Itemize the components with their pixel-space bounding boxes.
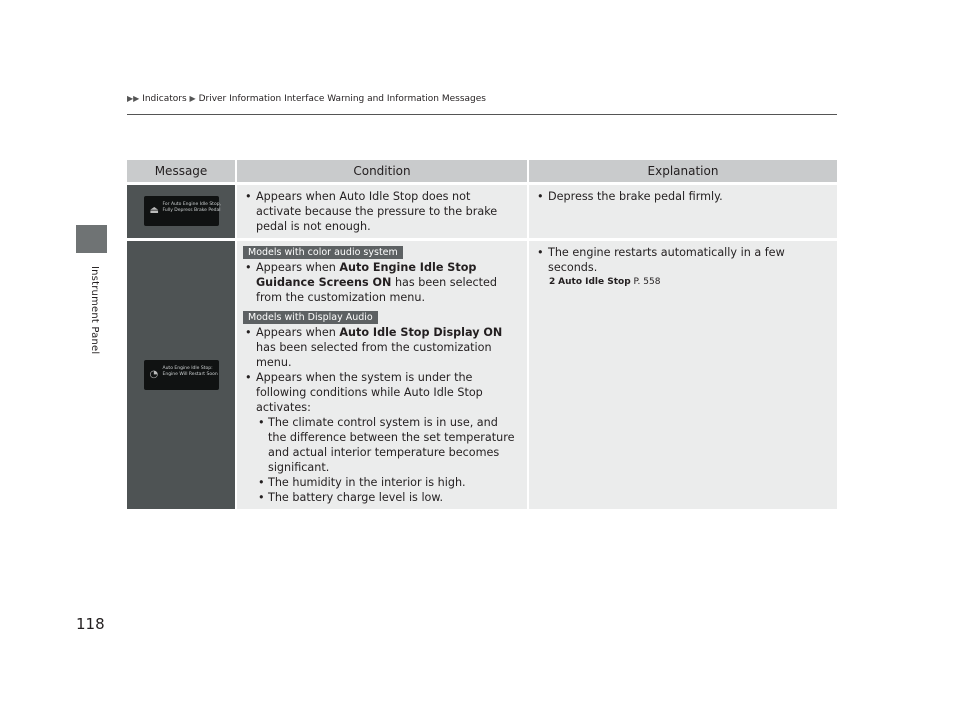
breadcrumb-item-indicators[interactable]: Indicators [142, 94, 187, 104]
header-condition: Condition [235, 160, 527, 182]
condition-item: • Appears when Auto Idle Stop does not activate because the pressure to the brake pedal is not enough. [243, 189, 519, 234]
screen-line: Auto Engine Idle Stop: [162, 366, 213, 371]
explanation-cell [527, 241, 837, 509]
condition-item: • Appears when Auto Engine Idle Stop Guidance Screens ON has been selected from the customization menu. [243, 260, 519, 305]
message-screen-image [144, 196, 219, 226]
reference-title: Auto Idle Stop [558, 277, 631, 287]
table-row [127, 241, 837, 509]
condition-cell [235, 241, 527, 509]
brake-pedal-icon: ⏏ [149, 205, 159, 216]
message-screen-image [144, 360, 219, 390]
page-number: 118 [76, 615, 105, 633]
side-tab-marker [76, 225, 107, 253]
message-cell [127, 241, 235, 509]
breadcrumb-item-current: Driver Information Interface Warning and Information Messages [198, 94, 486, 104]
subcondition-item: • The humidity in the interior is high. [256, 475, 519, 490]
header-rule [127, 114, 837, 115]
explanation-item: • The engine restarts automatically in a few seconds. [535, 245, 829, 275]
reference-arrow-icon: 2 [549, 277, 556, 287]
screen-line: Engine Will Restart Soon [162, 372, 218, 377]
breadcrumb [127, 94, 486, 104]
side-tab-label: Instrument Panel [89, 266, 100, 355]
condition-cell [235, 185, 527, 238]
cross-reference-link[interactable] [549, 275, 837, 289]
model-tag-display-audio: Models with Display Audio [243, 311, 378, 324]
model-tag-color-audio: Models with color audio system [243, 246, 403, 259]
messages-table [127, 157, 837, 512]
condition-item: • Appears when Auto Idle Stop Display ON has been selected from the customization menu. [243, 325, 519, 370]
explanation-item: • Depress the brake pedal firmly. [535, 189, 829, 204]
idle-stop-gauge-icon: ◔ [149, 369, 159, 380]
header-message: Message [127, 160, 235, 182]
breadcrumb-arrow-icon: ▶▶ [127, 94, 140, 103]
message-cell [127, 185, 235, 238]
table-row [127, 185, 837, 238]
header-explanation: Explanation [527, 160, 837, 182]
subcondition-item: • The climate control system is in use, and the difference between the set temperature and actual interior temperature becomes significant. [256, 415, 519, 475]
screen-line: Fully Depress Brake Pedal [162, 208, 221, 213]
breadcrumb-separator-icon: ▶ [189, 94, 196, 103]
reference-page: P. 558 [633, 277, 661, 287]
condition-item: • Appears when the system is under the following conditions while Auto Idle Stop activates: • The climate control system is in use, and the difference between the set temperature and actual interior temperature becomes significant. • The humidity in the interior is high. • The battery charge level is low. [243, 370, 519, 505]
subcondition-item: • The battery charge level is low. [256, 490, 519, 505]
explanation-cell [527, 185, 837, 238]
table-header-row [127, 160, 837, 182]
screen-line: For Auto Engine Idle Stop, [162, 202, 221, 207]
